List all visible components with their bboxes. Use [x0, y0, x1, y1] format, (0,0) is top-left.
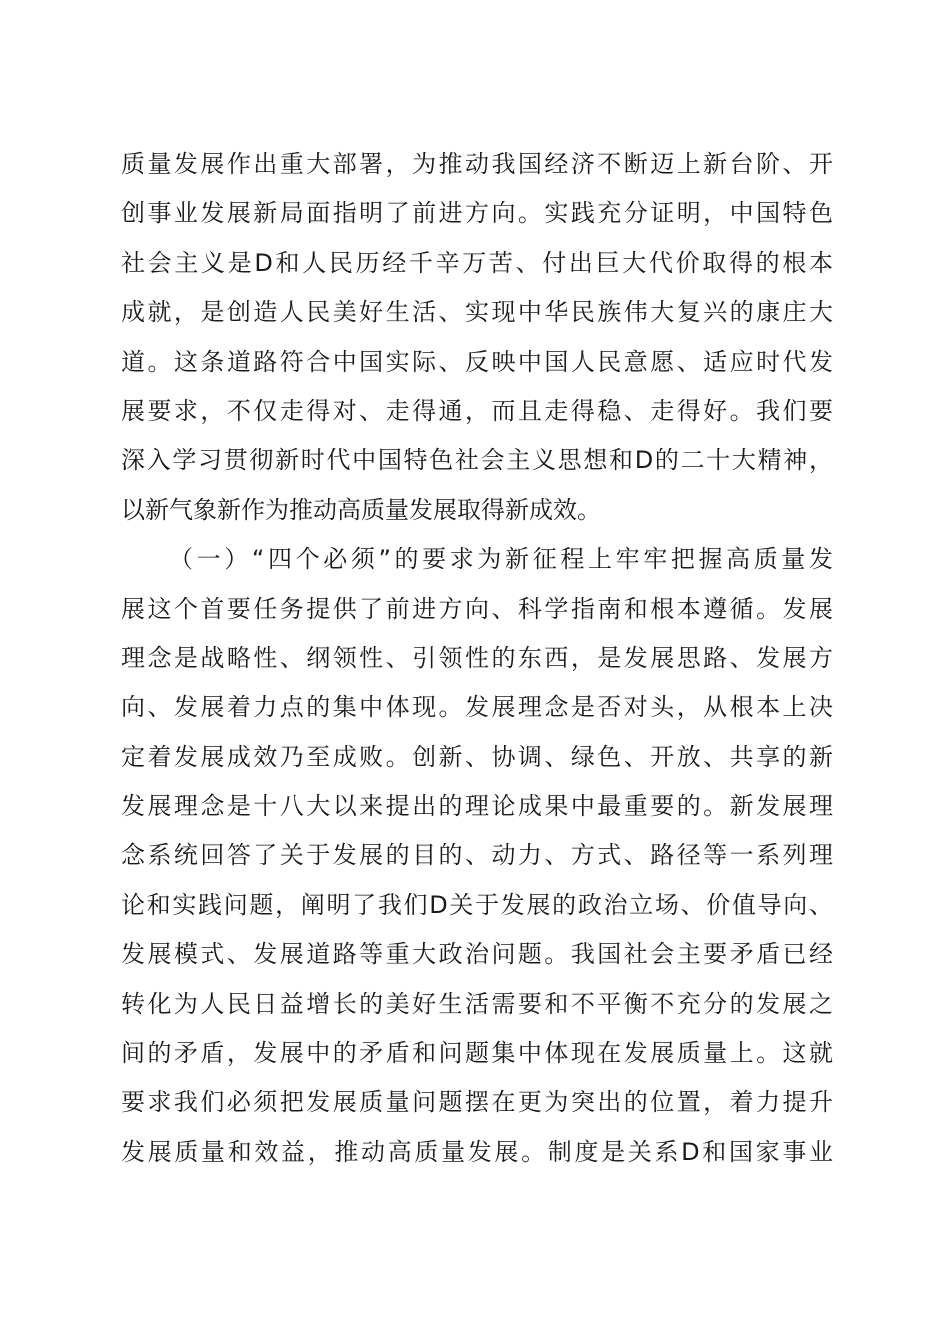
text-line: 创事业发展新局面指明了前进方向。实践充分证明，中国特色: [121, 199, 833, 228]
paragraph-1: [121, 140, 833, 535]
text-line: 成就，是创造人民美好生活、实现中华民族伟大复兴的康庄大: [121, 298, 833, 327]
text-line: 社会主义是D和人民历经千辛万苦、付出巨大代价取得的根本: [121, 248, 833, 277]
text-line: 深入学习贯彻新时代中国特色社会主义思想和D的二十大精神，: [121, 446, 833, 475]
paragraph-2: [121, 535, 833, 1177]
text-line: 发展质量和效益，推动高质量发展。制度是关系D和国家事业: [121, 1137, 833, 1166]
text-line: （一）“四个必须”的要求为新征程上牢牢把握高质量发: [169, 545, 833, 574]
text-line: 念系统回答了关于发展的目的、动力、方式、路径等一系列理: [121, 841, 833, 870]
text-line: 论和实践问题，阐明了我们D关于发展的政治立场、价值导向、: [121, 890, 833, 919]
text-line: 定着发展成效乃至成败。创新、协调、绿色、开放、共享的新: [121, 742, 833, 771]
text-line: 发展模式、发展道路等重大政治问题。我国社会主要矛盾已经: [121, 940, 833, 969]
text-line: 展要求，不仅走得对、走得通，而且走得稳、走得好。我们要: [121, 396, 833, 425]
text-line: 质量发展作出重大部署，为推动我国经济不断迈上新台阶、开: [121, 150, 833, 178]
body-text: [121, 140, 833, 1177]
text-line: 道。这条道路符合中国实际、反映中国人民意愿、适应时代发: [121, 347, 833, 376]
text-line: 理念是战略性、纲领性、引领性的东西，是发展思路、发展方: [121, 643, 833, 672]
text-line: 以新气象新作为推动高质量发展取得新成效。: [121, 495, 601, 524]
text-line: 间的矛盾，发展中的矛盾和问题集中体现在发展质量上。这就: [121, 1039, 833, 1068]
text-line: 要求我们必须把发展质量问题摆在更为突出的位置，着力提升: [121, 1088, 833, 1117]
text-line: 转化为人民日益增长的美好生活需要和不平衡不充分的发展之: [121, 989, 833, 1018]
text-line: 展这个首要任务提供了前进方向、科学指南和根本遵循。发展: [121, 594, 833, 623]
text-line: 向、发展着力点的集中体现。发展理念是否对头，从根本上决: [121, 693, 833, 722]
text-line: 发展理念是十八大以来提出的理论成果中最重要的。新发展理: [121, 792, 833, 821]
